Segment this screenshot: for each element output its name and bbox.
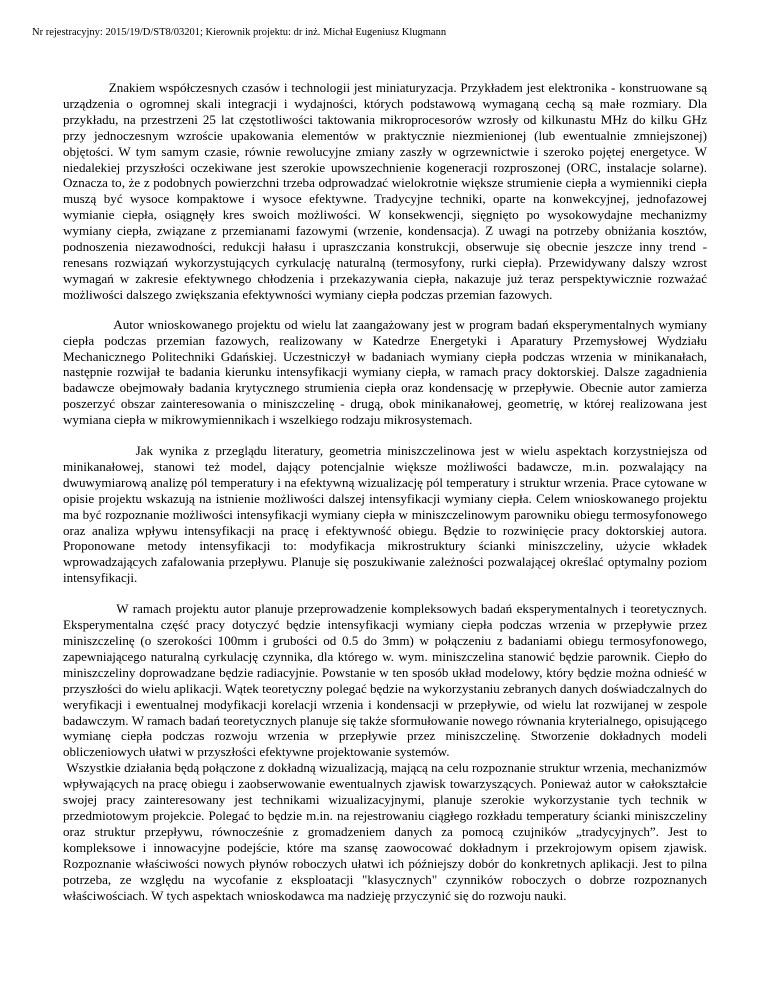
page-header: Nr rejestracyjny: 2015/19/D/ST8/03201; Kierownik projektu: dr inż. Michał Eugeniusz Klugmann xyxy=(32,27,447,38)
document-body xyxy=(63,80,707,903)
paragraph-visualization: Wszystkie działania będą połączone z dokładną wizualizacją, mającą na celu rozpoznanie struktur wrzenia, mechanizmów wpływających na pracę obiegu i zaobserwowanie ewentualnych zjawisk towarzyszących. Ponieważ autor w całokształcie swojej pracy zainteresowany jest technikami wizualizacyjnymi, planuje szerokie wykorzystanie tych technik w przedmiotowym projekcie. Polegać to będzie m.in. na rejestrowaniu ciągłego rozkładu temperatury ścianki miniszczeliny oraz struktur przepływu, równocześnie z gromadzeniem danych za pomocą czujników „tradycyjnych”. Jest to kompleksowe i innowacyjne podejście, które ma szansę zaowocować dokładnym i przekrojowym opisem zjawisk. Rozpoznanie właściwości nowych płynów roboczych ułatwi ich późniejszy dobór do konkretnych aplikacji. Jest to pilna potrzeba, ze względu na wycofanie z eksploatacji "klasycznych" czynników roboczych o dobrze rozpoznanych właściwościach. W tych aspektach wnioskodawca ma nadzieję przyczynić się do rozwoju nauki. xyxy=(63,760,707,903)
paragraph-intro: Znakiem współczesnych czasów i technologii jest miniaturyzacja. Przykładem jest elektronika - konstruowane są urządzenia o ogromnej skali integracji i wydajności, których podstawową wymaganą cechą są małe rozmiary. Dla przykładu, na przestrzeni 25 lat częstotliwości taktowania mikroprocesorów wzrosły od kilkunastu MHz do kilku GHz przy jednoczesnym wzroście upakowania elementów w praktycznie niezmienionej (lub ewentualnie zmniejszonej) objętości. W tym samym czasie, równie rewolucyjne zmiany zaszły w ogrzewnictwie i szeroko pojętej energetyce. W niedalekiej przyszłości oczekiwane jest szerokie upowszechnienie kogeneracji rozproszonej (ORC, instalacje solarne). Oznacza to, że z podobnych powierzchni trzeba odprowadzać wielokrotnie większe strumienie ciepła a wymienniki ciepła muszą być wysoce kompaktowe i wysoce efektywne. Tradycyjne techniki, oparte na konwekcyjnej, jednofazowej wymianie ciepła, osiągnęły kres swoich możliwości. W konsekwencji, sięgnięto po wysokowydajne mechanizmy wymiany ciepła, związane z przemianami fazowymi (wrzenie, kondensacja). Z uwagi na potrzeby obniżania kosztów, podnoszenia niezawodności, redukcji hałasu i upraszczania konstrukcji, obserwuje się obecnie jeszcze inny trend - renesans rozwiązań wykorzystujących cyrkulację naturalną (termosyfony, rurki ciepła). Przewidywany dalszy wzrost wymagań w zakresie efektywnego chłodzenia i przekazywania ciepła, nakazuje już teraz perspektywicznie rozważać możliwości dalszego zwiększania efektywności wymiany ciepła podczas przemian fazowych. xyxy=(63,80,707,302)
paragraph-plan: W ramach projektu autor planuje przeprowadzenie kompleksowych badań eksperymentalnych i teoretycznych. Eksperymentalna część pracy dotyczyć będzie intensyfikacji wymiany ciepła podczas wrzenia w przepływie przez miniszczelinę (o szerokości 100mm i grubości od 0.5 do 3mm) w połączeniu z badaniami obiegu termosyfonowego, zapewniającego naturalną cyrkulację czynnika, dla którego w. wym. miniszczelina stanowić będzie parownik. Ciepło do miniszczeliny doprowadzane będzie radiacyjnie. Powstanie w ten sposób układ modelowy, który będzie można odnieść w przyszłości do wielu aplikacji. Wątek teoretyczny polegać będzie na wykorzystaniu zebranych danych doświadczalnych do weryfikacji i ewentualnej modyfikacji korelacji wrzenia i kondensacji w przepływie, od wielu lat rozwijanej w zespole badawczym. W ramach badań teoretycznych planuje się także sformułowanie nowego równania kryterialnego, opisującego wymianę ciepła podczas rozwoju wrzenia w przepływie przez miniszczelinę. Stworzenie dokładnych modeli obliczeniowych ułatwi w przyszłości efektywne projektowanie systemów. xyxy=(63,601,707,760)
paragraph-literature: Jak wynika z przeglądu literatury, geometria miniszczelinowa jest w wielu aspektach korzystniejsza od minikanałowej, stanowi też model, dający potencjalnie większe możliwości badawcze, m.in. pozwalający na dwuwymiarową analizę pól temperatury i na efektywną wizualizację pól temperatury i struktur wrzenia. Prace cytowane w opisie projektu wskazują na istnienie możliwości dalszej intensyfikacji wymiany ciepła. Celem wnioskowanego projektu ma być rozpoznanie możliwości intensyfikacji wymiany ciepła w miniszczelinowym parowniku obiegu termosyfonowego oraz analiza wpływu intensyfikacji na pracę i efektywność obiegu. Będzie to rozwinięcie pracy doktorskiej autora. Proponowane metody intensyfikacji to: modyfikacja mikrostruktury ścianki miniszczeliny, użycie wkładek wprowadzających zafalowania przepływu. Planuje się poszukiwanie zależności pozwalającej określać optymalny poziom intensyfikacji. xyxy=(63,443,707,586)
paragraph-author: Autor wnioskowanego projektu od wielu lat zaangażowany jest w program badań eksperymentalnych wymiany ciepła podczas przemian fazowych, realizowany w Katedrze Energetyki i Aparatury Przemysłowej Wydziału Mechanicznego Politechniki Gdańskiej. Uczestniczył w badaniach wymiany ciepła podczas wrzenia w minikanałach, następnie rozwijał te badania kierunku intensyfikacji wymiany ciepła, w ramach pracy doktorskiej. Dalsze zagadnienia badawcze obejmowały badania krytycznego strumienia ciepła oraz kondensację w przepływie. Obecnie autor zamierza poszerzyć obszar zainteresowania o miniszczelinę - drugą, obok minikanałowej, geometrię, w której realizowana jest wymiana ciepła w mikrowymiennikach i wszelkiego rodzaju mikrosystemach. xyxy=(63,316,707,428)
